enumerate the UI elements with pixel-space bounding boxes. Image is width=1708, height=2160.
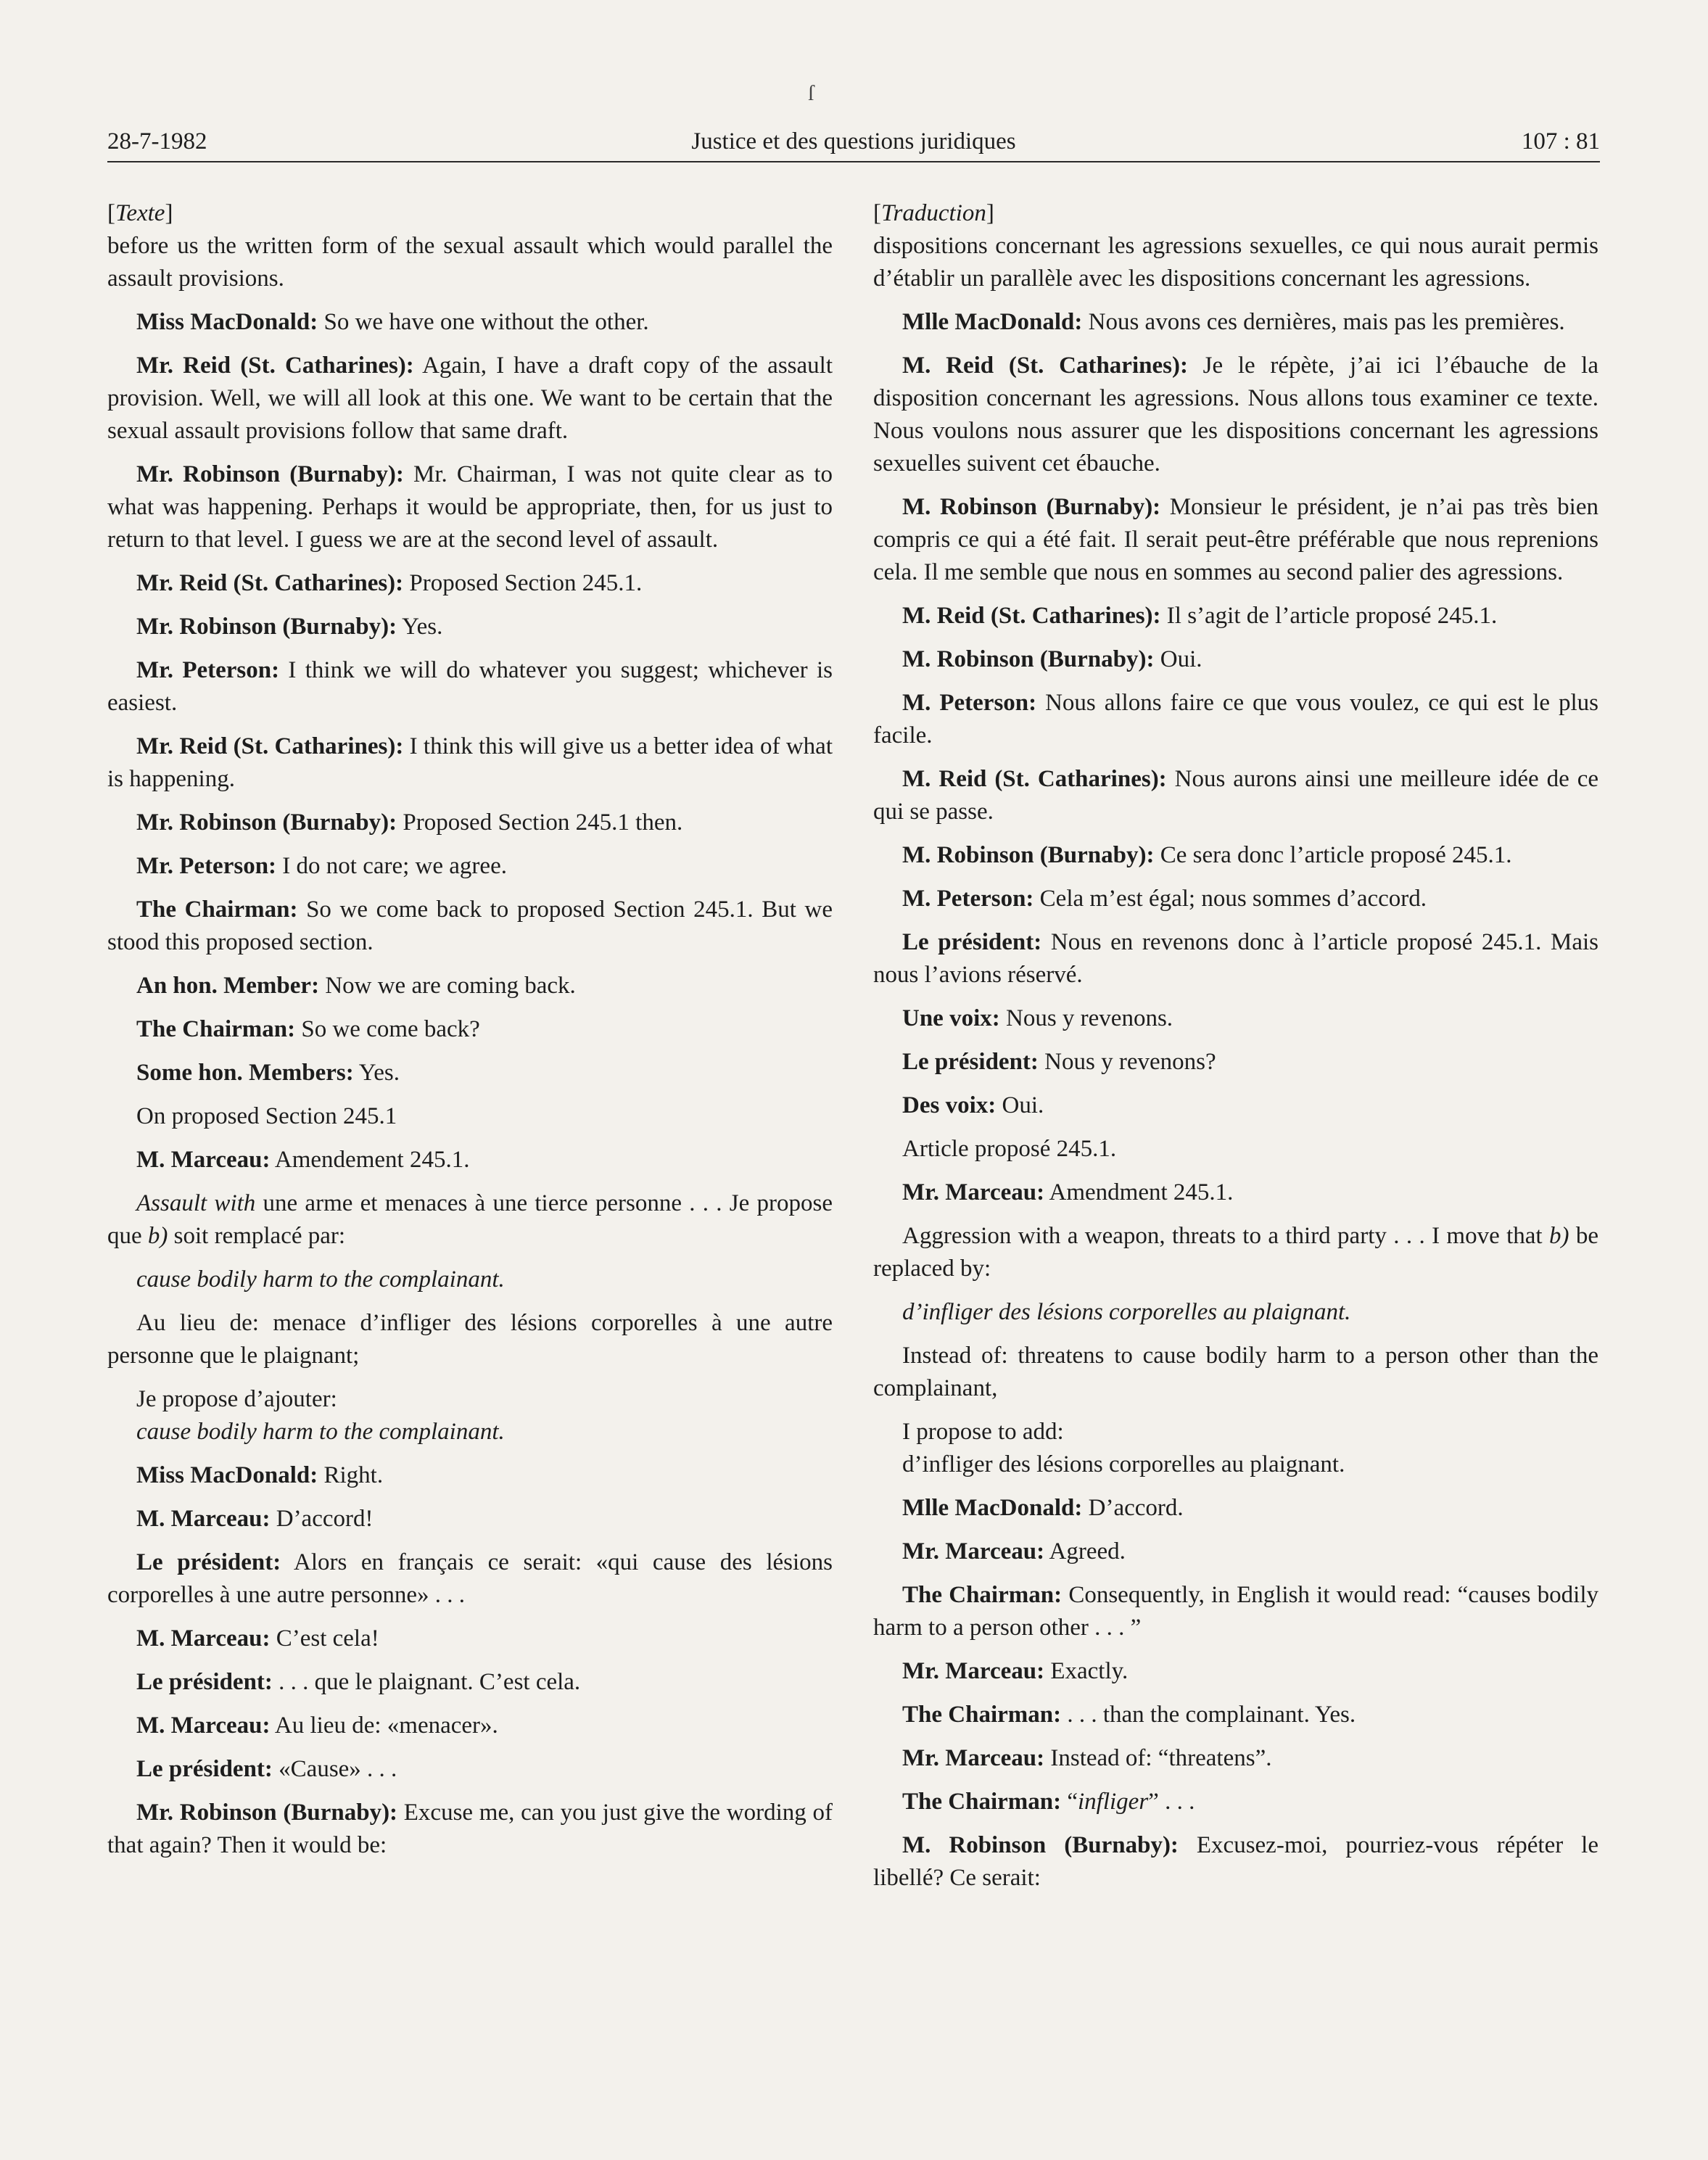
speaker: M. Peterson: [902,690,1037,716]
speaker: Le président: [902,1049,1039,1075]
speaker: The Chairman: [136,896,298,923]
speech: Mr. Peterson: I think we will do whatever you suggest; whichever is easiest. [107,657,833,716]
speech: M. Reid (St. Catharines): Je le répète, j’ai ici l’ébauche de la disposition concernant les agressions. Nous allons tous examiner ce texte. Nous voulons nous assurer que les dispositions concernant les agressions sexuelles suivent cet ébauche. [873,353,1598,477]
speaker: Le président: [136,1669,273,1695]
speaker: Mr. Peterson: [136,853,277,879]
speech: Mr. Marceau: Amendment 245.1. [902,1179,1234,1205]
speech: Mlle MacDonald: D’accord. [902,1495,1184,1521]
speaker: The Chairman: [902,1789,1062,1815]
paragraph: Au lieu de: menace d’infliger des lésions corporelles à une autre personne que le plaignant; [107,1310,833,1369]
speaker: Le président: [902,929,1042,955]
speech: Le président: . . . que le plaignant. C’est cela. [136,1669,581,1695]
quoted-amendment: d’infliger des lésions corporelles au plaignant. [902,1451,1345,1477]
speaker: M. Reid (St. Catharines): [902,353,1188,379]
speaker: Miss MacDonald: [136,309,318,335]
paragraph: Assault with une arme et menaces à une tierce personne . . . Je propose que b) soit remplacé par: [107,1190,833,1249]
speech: Mr. Reid (St. Catharines): Proposed Section 245.1. [136,570,643,596]
speaker: Mr. Marceau: [902,1745,1045,1771]
speaker: Mlle MacDonald: [902,309,1083,335]
paragraph: Article proposé 245.1. [902,1136,1117,1162]
speech: Mr. Marceau: Instead of: “threatens”. [902,1745,1272,1771]
speaker: M. Reid (St. Catharines): [902,766,1167,792]
speech: Mr. Robinson (Burnaby): Mr. Chairman, I was not quite clear as to what was happening. Perhaps it would be appropriate, then, for us just to return to that level. I guess we are at the second level of assault. [107,461,833,553]
speech: Des voix: Oui. [902,1092,1044,1118]
speech: The Chairman: . . . than the complainant. Yes. [902,1702,1356,1728]
speech: Mr. Marceau: Agreed. [902,1538,1126,1565]
paragraph: before us the written form of the sexual assault which would parallel the assault provisions. [107,233,833,292]
speaker: Some hon. Members: [136,1060,354,1086]
margin-mark: ſ [808,81,814,105]
speech: M. Marceau: Amendement 245.1. [136,1147,470,1173]
speaker: Mr. Robinson (Burnaby): [136,614,397,640]
header-rule [107,161,1600,162]
speaker: M. Robinson (Burnaby): [902,646,1155,672]
speech: M. Marceau: C’est cela! [136,1625,379,1652]
header-title: Justice et des questions juridiques [691,128,1016,154]
speaker: M. Marceau: [136,1625,271,1652]
speech: Some hon. Members: Yes. [136,1060,400,1086]
page-header [107,123,1600,160]
paragraph: dispositions concernant les agressions sexuelles, ce qui nous aurait permis d’établir un parallèle avec les dispositions concernant les agressions. [873,233,1598,292]
speech: The Chairman: “infliger” . . . [902,1789,1195,1815]
speech: Mr. Robinson (Burnaby): Yes. [136,614,443,640]
speaker: An hon. Member: [136,973,320,999]
speaker: M. Reid (St. Catharines): [902,603,1161,629]
speech: M. Reid (St. Catharines): Nous aurons ainsi une meilleure idée de ce qui se passe. [873,766,1598,825]
paragraph: I propose to add: [902,1419,1064,1445]
header-date: 28-7-1982 [107,128,207,154]
speech: M. Robinson (Burnaby): Excusez-moi, pourriez-vous répéter le libellé? Ce serait: [873,1832,1598,1891]
speech: M. Peterson: Cela m’est égal; nous sommes d’accord. [902,886,1427,912]
speaker: Mr. Reid (St. Catharines): [136,570,404,596]
speaker: M. Marceau: [136,1506,271,1532]
speaker: M. Peterson: [902,886,1034,912]
speech: Mr. Robinson (Burnaby): Excuse me, can you just give the wording of that again? Then it would be: [107,1800,833,1858]
speaker: The Chairman: [902,1582,1063,1608]
speech: The Chairman: Consequently, in English it would read: “causes bodily harm to a person other . . . ” [873,1582,1599,1641]
paragraph: On proposed Section 245.1 [136,1103,397,1129]
speech: The Chairman: So we come back to proposed Section 245.1. But we stood this proposed section. [107,896,833,955]
speaker: M. Marceau: [136,1712,271,1739]
speech: M. Marceau: D’accord! [136,1506,374,1532]
speech: M. Reid (St. Catharines): Il s’agit de l’article proposé 245.1. [902,603,1498,629]
speaker: M. Marceau: [136,1147,271,1173]
speech: Le président: Nous y revenons? [902,1049,1216,1075]
speech: Une voix: Nous y revenons. [902,1005,1173,1031]
speaker: Des voix: [902,1092,997,1118]
quoted-amendment: cause bodily harm to the complainant. [136,1419,505,1445]
paragraph: Instead of: threatens to cause bodily harm to a person other than the complainant, [873,1343,1598,1401]
speaker: Mr. Marceau: [902,1179,1045,1205]
speech: An hon. Member: Now we are coming back. [136,973,576,999]
speech: Le président: «Cause» . . . [136,1756,397,1782]
speaker: Une voix: [902,1005,1000,1031]
left-column-english [107,197,833,1873]
speaker: Le président: [136,1756,273,1782]
speech: Miss MacDonald: Right. [136,1462,384,1488]
speaker: Mr. Robinson (Burnaby): [136,809,397,836]
column-tag: [Texte] [107,200,173,226]
speech: Mr. Marceau: Exactly. [902,1658,1129,1684]
speech: Mr. Robinson (Burnaby): Proposed Section 245.1 then. [136,809,683,836]
speaker: Mr. Robinson (Burnaby): [136,1800,398,1826]
speech: Le président: Alors en français ce serait: «qui cause des lésions corporelles à une autre personne» . . . [107,1549,833,1608]
speech: M. Marceau: Au lieu de: «menacer». [136,1712,498,1739]
column-tag: [Traduction] [873,200,994,226]
speaker: M. Robinson (Burnaby): [902,842,1155,868]
speaker: Le président: [136,1549,281,1575]
speech: Miss MacDonald: So we have one without the other. [136,309,649,335]
speech: Le président: Nous en revenons donc à l’article proposé 245.1. Mais nous l’avions réservé. [873,929,1599,988]
speaker: Mr. Reid (St. Catharines): [136,733,404,759]
speaker: Mr. Peterson: [136,657,280,683]
speech: M. Peterson: Nous allons faire ce que vous voulez, ce qui est le plus facile. [873,690,1599,749]
speech: M. Robinson (Burnaby): Oui. [902,646,1202,672]
speaker: The Chairman: [902,1702,1062,1728]
speech: M. Robinson (Burnaby): Ce sera donc l’article proposé 245.1. [902,842,1512,868]
paragraph: Aggression with a weapon, threats to a third party . . . I move that b) be replaced by: [873,1223,1598,1282]
speech: Mr. Peterson: I do not care; we agree. [136,853,507,879]
speaker: Mr. Marceau: [902,1538,1045,1565]
speaker: Mlle MacDonald: [902,1495,1083,1521]
speech: The Chairman: So we come back? [136,1016,480,1042]
paragraph: Je propose d’ajouter: [136,1386,337,1412]
speech: Mr. Reid (St. Catharines): I think this will give us a better idea of what is happening. [107,733,833,792]
speaker: M. Robinson (Burnaby): [902,494,1161,520]
speaker: Mr. Robinson (Burnaby): [136,461,404,487]
right-column-french [873,197,1598,1905]
speech: Mlle MacDonald: Nous avons ces dernières, mais pas les premières. [902,309,1565,335]
speaker: Miss MacDonald: [136,1462,318,1488]
speaker: Mr. Reid (St. Catharines): [136,353,414,379]
speaker: M. Robinson (Burnaby): [902,1832,1179,1858]
speaker: The Chairman: [136,1016,296,1042]
speech: Mr. Reid (St. Catharines): Again, I have a draft copy of the assault provision. Well, we will all look at this one. We want to be certain that the sexual assault provisions follow that same draft. [107,353,833,444]
quoted-amendment: cause bodily harm to the complainant. [136,1266,505,1293]
speaker: Mr. Marceau: [902,1658,1045,1684]
header-page-number: 107 : 81 [1521,128,1600,154]
speech: M. Robinson (Burnaby): Monsieur le président, je n’ai pas très bien compris ce qui a été fait. Il serait peut-être préférable que nous reprenions cela. Il me semble que nous en sommes au second palier des agressions. [873,494,1598,585]
quoted-amendment: d’infliger des lésions corporelles au plaignant. [902,1299,1351,1325]
